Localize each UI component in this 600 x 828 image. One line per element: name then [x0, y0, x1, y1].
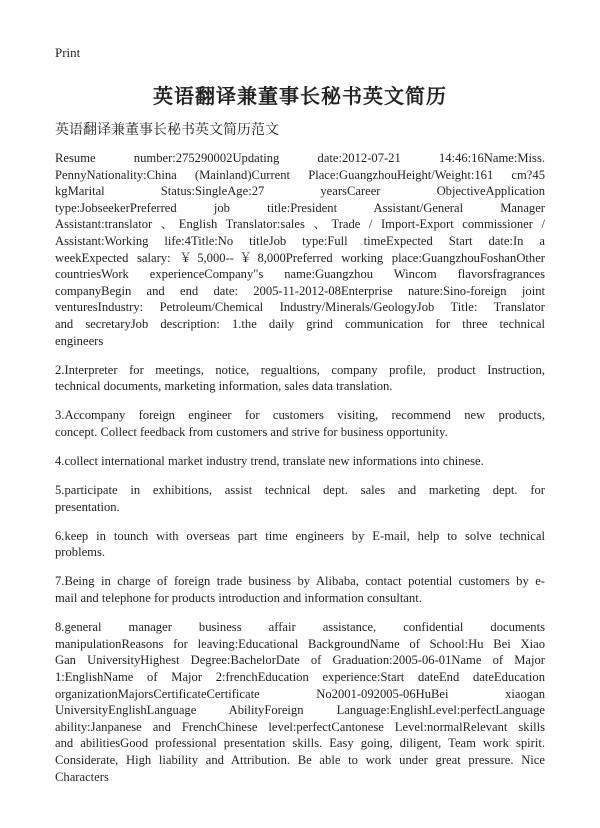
paragraph	[55, 407, 545, 440]
paragraph	[55, 453, 545, 470]
text-line: problems.	[55, 545, 106, 560]
paragraph	[55, 528, 545, 561]
text-line: Resume number:275290002Updating date:2012-07-21 14:46:16Name:Miss.	[55, 151, 545, 165]
paragraph	[55, 482, 545, 515]
text-line: ability:Janpanese and FrenchChinese level:perfectCantonese Level:normalRelevant skills	[55, 719, 545, 734]
text-line: 8.general manager business affair assistance, confidential documents	[55, 620, 545, 635]
text-line: UniversityEnglishLanguage AbilityForeign Language:EnglishLevel:perfectLanguage	[55, 703, 545, 718]
text-line: weekExpected salary: ￥5,000--￥8,000Preferred working place:GuangzhouFoshanOther	[55, 250, 545, 265]
text-line: concept. Collect feedback from customers and strive for business opportunity.	[55, 424, 448, 439]
text-line: technical documents, marketing information, sales data translation.	[55, 379, 393, 394]
print-link[interactable]: Print	[55, 45, 81, 60]
text-line: type:JobseekerPreferred job title:President Assistant/General Manager	[55, 200, 545, 215]
text-line: organizationMajorsCertificateCertificate No2001-092005-06HuBei xiaogan	[55, 686, 545, 701]
text-line: engineers	[55, 333, 104, 348]
paragraph	[55, 619, 545, 785]
text-line: and secretaryJob description: 1.the daily grind communication for three technical	[55, 316, 545, 331]
text-line: 5.participate in exhibitions, assist technical dept. sales and marketing dept. for	[55, 483, 545, 498]
text-line: and abilitiesGood professional presentation skills. Easy going, diligent, Team work spirit.	[55, 736, 545, 751]
text-line: Characters	[55, 769, 109, 784]
text-line: venturesIndustry: Petroleum/Chemical Industry/Minerals/GeologyJob Title: Translator	[55, 300, 545, 315]
text-line: 1:EnglishName of Major 2:frenchEducation experience:Start dateEnd dateEducation	[55, 669, 545, 684]
paragraph	[55, 150, 545, 349]
page-subtitle: 英语翻译兼董事长秘书英文简历范文	[55, 122, 279, 138]
text-line: 7.Being in charge of foreign trade business by Alibaba, contact potential customers by e-	[55, 574, 545, 589]
text-line: Assistant:translator 、English Translator:sales 、Trade / Import-Export commissioner /	[55, 217, 545, 232]
document-body	[55, 150, 545, 798]
text-line: presentation.	[55, 499, 120, 514]
text-line: 4.collect international market industry trend, translate new informations into chinese.	[55, 454, 484, 468]
text-line: kgMarital Status:SingleAge:27 yearsCareer ObjectiveApplication	[55, 184, 545, 199]
text-line: companyBegin and end date: 2005-11-2012-08Enterprise nature:Sino-foreign joint	[55, 283, 545, 298]
text-line: mail and telephone for products introduction and information consultant.	[55, 591, 422, 606]
text-line: Assistant:Working life:4Title:No titleJob type:Full timeExpected Start date:In a	[55, 233, 545, 248]
text-line: 3.Accompany foreign engineer for customers visiting, recommend new products,	[55, 408, 545, 423]
text-line: Considerate, High liability and Attribution. Be able to work under great pressure. Nice	[55, 752, 545, 767]
text-line: Gan UniversityHighest Degree:BachelorDate of Graduation:2005-06-01Name of Major	[55, 653, 545, 668]
paragraph	[55, 573, 545, 606]
text-line: manipulationReasons for leaving:Educational BackgroundName of School:Hu Bei Xiao	[55, 636, 545, 651]
paragraph	[55, 362, 545, 395]
page-title: 英语翻译兼董事长秘书英文简历	[153, 84, 447, 108]
text-line: countriesWork experienceCompany"s name:Guangzhou Wincom flavorsfragrances	[55, 267, 545, 282]
text-line: PennyNationality:China (Mainland)Current Place:GuangzhouHeight/Weight:161 cm?45	[55, 167, 545, 182]
text-line: 2.Interpreter for meetings, notice, regualtions, company profile, product Instruction,	[55, 362, 545, 377]
text-line: 6.keep in tounch with overseas part time engineers by E-mail, help to solve technical	[55, 528, 545, 543]
